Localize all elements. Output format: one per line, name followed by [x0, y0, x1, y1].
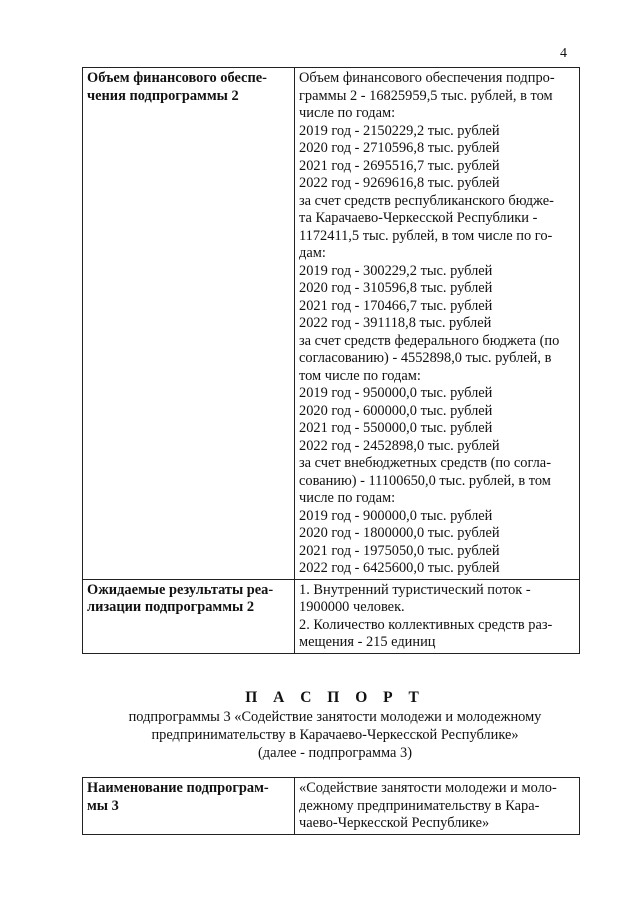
content-line: за счет средств республиканского бюдже- — [299, 192, 554, 209]
content-line: 1900000 человек. — [299, 599, 405, 615]
content-line: 2021 год - 2695516,7 тыс. рублей — [299, 157, 500, 174]
label-line: мы 3 — [87, 797, 119, 814]
content-line: 1. Внутренний туристический поток - — [299, 581, 531, 598]
content-line: 2022 год - 391118,8 тыс. рублей — [299, 315, 492, 331]
label-line: чения подпрограммы 2 — [87, 87, 239, 104]
page-number: 4 — [560, 46, 567, 61]
content-line: 2021 год - 550000,0 тыс. рублей — [299, 420, 493, 436]
content-line: 2. Количество коллективных средств раз- — [299, 616, 553, 633]
content-line: граммы 2 - 16825959,5 тыс. рублей, в том — [299, 87, 553, 104]
content-line: «Содействие занятости молодежи и моло- — [299, 780, 557, 796]
label-line: Объем финансового обеспе- — [87, 70, 267, 86]
table-row — [83, 579, 580, 653]
content-line: 2022 год - 2452898,0 тыс. рублей — [299, 437, 500, 454]
row-content — [295, 579, 580, 653]
content-line: числе по годам: — [299, 105, 396, 121]
content-line: 2021 год - 170466,7 тыс. рублей — [299, 297, 493, 314]
passport-subtitle-line: предпринимательству в Карачаево-Черкесской Республике» — [151, 727, 519, 743]
content-line: Объем финансового обеспечения подпро- — [299, 70, 555, 86]
label-line: Ожидаемые результаты реа- — [87, 581, 274, 598]
passport-subtitle-line: подпрограммы 3 «Содействие занятости молодежи и молодежному — [128, 709, 542, 725]
row-content — [295, 68, 580, 580]
content-line: сованию) - 11100650,0 тыс. рублей, в том — [299, 472, 551, 489]
content-line: 1172411,5 тыс. рублей, в том числе по го- — [299, 227, 553, 244]
content-line: 2022 год - 9269616,8 тыс. рублей — [299, 175, 500, 191]
content-line: 2021 год - 1975050,0 тыс. рублей — [299, 542, 500, 559]
label-line: лизации подпрограммы 2 — [87, 599, 255, 615]
content-line: том числе по годам: — [299, 367, 421, 384]
content-line: та Карачаево-Черкесской Республики - — [299, 210, 538, 226]
row-label — [83, 68, 295, 580]
content-line: чаево-Черкесской Республике» — [299, 815, 490, 831]
passport-heading — [0, 688, 640, 762]
content-line: числе по годам: — [299, 490, 396, 506]
passport-title: П А С П О Р Т — [245, 689, 425, 706]
content-line: дежному предпринимательству в Кара- — [299, 797, 540, 814]
content-line: 2019 год - 300229,2 тыс. рублей — [299, 262, 493, 279]
content-line: за счет внебюджетных средств (по согла- — [299, 455, 551, 471]
content-line: дам: — [299, 245, 326, 261]
row-label — [83, 579, 295, 653]
content-line: 2020 год - 600000,0 тыс. рублей — [299, 402, 493, 419]
financing-table — [82, 67, 580, 654]
content-line: 2019 год - 950000,0 тыс. рублей — [299, 385, 493, 401]
content-line: 2020 год - 2710596,8 тыс. рублей — [299, 140, 500, 156]
table-row — [83, 68, 580, 580]
content-line: 2019 год - 2150229,2 тыс. рублей — [299, 122, 500, 139]
content-line: 2022 год - 6425600,0 тыс. рублей — [299, 560, 500, 576]
subprogram-3-table — [82, 777, 580, 835]
content-line: за счет средств федерального бюджета (по — [299, 332, 560, 349]
table-row — [83, 778, 580, 835]
passport-subtitle-line: (далее - подпрограмма 3) — [257, 745, 413, 761]
content-line: мещения - 215 единиц — [299, 634, 436, 650]
content-line: 2020 год - 310596,8 тыс. рублей — [299, 280, 493, 296]
row-label — [83, 778, 295, 835]
content-line: согласованию) - 4552898,0 тыс. рублей, в — [299, 350, 552, 366]
content-line: 2020 год - 1800000,0 тыс. рублей — [299, 525, 500, 541]
content-line: 2019 год - 900000,0 тыс. рублей — [299, 507, 493, 524]
row-content — [295, 778, 580, 835]
label-line: Наименование подпрограм- — [87, 780, 269, 796]
